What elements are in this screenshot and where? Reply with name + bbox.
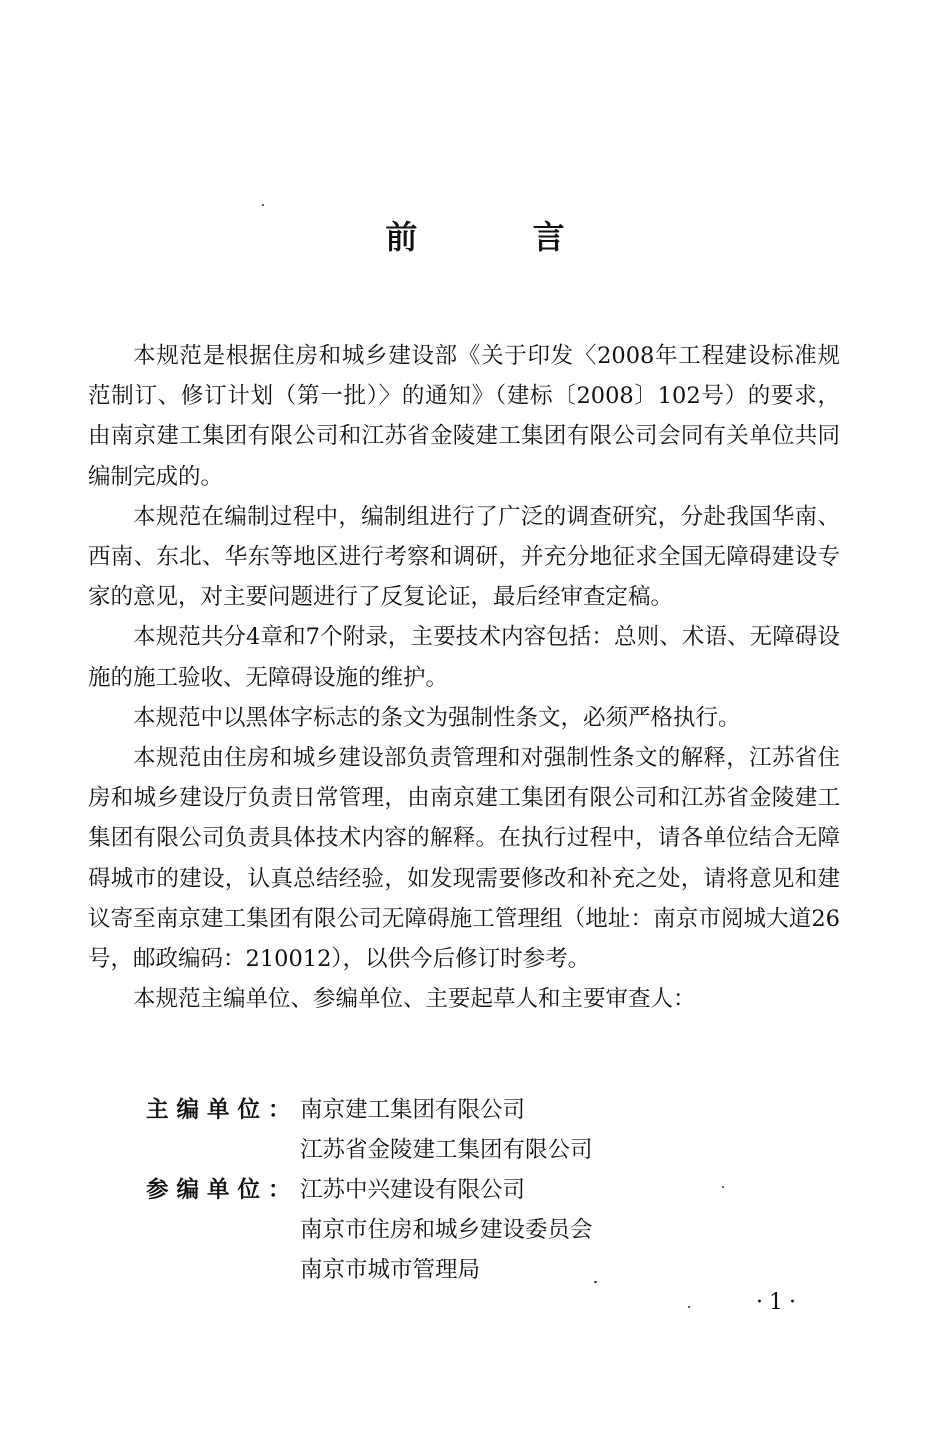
paragraph-units-intro: 本规范主编单位、参编单位、主要起草人和主要审查人： [133, 986, 696, 1013]
paragraph-contents: 本规范共分4章和7个附录，主要技术内容包括：总则、术语、无障碍设施的施工验收、无障碍设施的维护。 [88, 624, 840, 691]
participating-unit-item: 江苏中兴建设有限公司 [300, 1177, 526, 1203]
chief-units-list [300, 1090, 593, 1170]
chief-units-label: 主编单位： [146, 1097, 299, 1123]
paragraph-management: 本规范由住房和城乡建设部负责管理和对强制性条文的解释，江苏省住房和城乡建设厅负责日常管理，由南京建工集团有限公司和江苏省金陵建工集团有限公司负责具体技术内容的解释。在执行过程中，请各单位结合无障碍城市的建设，认真总结经验，如发现需要修改和补充之处，请将意见和建议寄至南京建工集团有限公司无障碍施工管理组（地址：南京市阅城大道26号，邮政编码：210012），以供今后修订时参考。 [88, 745, 840, 973]
scan-speck [722, 1186, 724, 1188]
chief-unit-item: 南京建工集团有限公司 [300, 1097, 526, 1123]
scan-speck [262, 204, 264, 206]
paragraph-basis: 本规范是根据住房和城乡建设部《关于印发〈2008年工程建设标准规范制订、修订计划（第一批）〉的通知》（建标〔2008〕102号）的要求，由南京建工集团有限公司和江苏省金陵建工集团有限公司会同有关单位共同编制完成的。 [88, 343, 840, 490]
participating-units-label: 参编单位： [146, 1177, 299, 1203]
chief-unit-item: 江苏省金陵建工集团有限公司 [300, 1137, 593, 1163]
participating-units-row [146, 1170, 846, 1290]
paragraph-mandatory: 本规范中以黑体字标志的条文为强制性条文，必须严格执行。 [133, 704, 741, 731]
scan-speck [688, 1306, 690, 1308]
preface-body [88, 336, 840, 1019]
page-number: ·1· [756, 1290, 802, 1315]
chief-units-row [146, 1090, 846, 1170]
scan-speck [594, 1281, 597, 1283]
participating-unit-item: 南京市城市管理局 [300, 1257, 481, 1283]
paragraph-process: 本规范在编制过程中，编制组进行了广泛的调查研究，分赴我国华南、西南、东北、华东等地区进行考察和调研，并充分地征求全国无障碍建设专家的意见，对主要问题进行了反复论证，最后经审查定稿。 [88, 503, 840, 611]
participating-unit-item: 南京市住房和城乡建设委员会 [300, 1217, 593, 1243]
page-title: 前 言 [385, 218, 617, 256]
units-section [146, 1090, 846, 1290]
participating-units-list [300, 1170, 593, 1290]
